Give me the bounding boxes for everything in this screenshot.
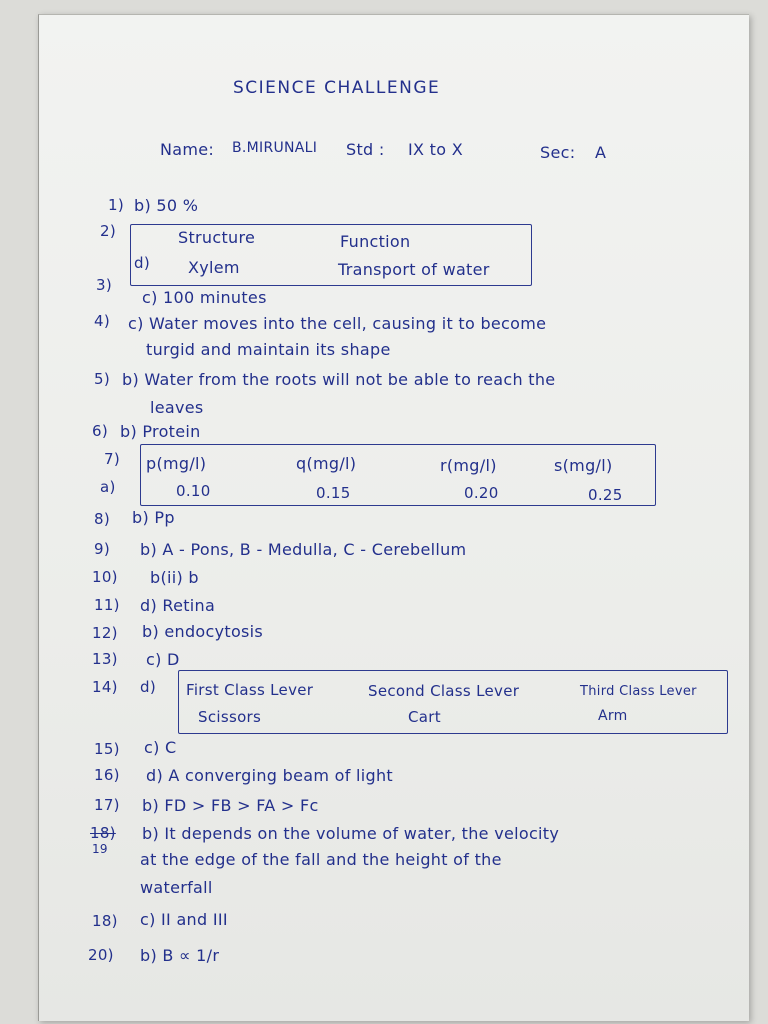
- table-cell: Xylem: [188, 258, 240, 277]
- answer-number: 2): [100, 222, 116, 240]
- table-header: First Class Lever: [186, 681, 314, 699]
- table-header: s(mg/l): [554, 456, 613, 475]
- sec-label: Sec:: [540, 143, 576, 162]
- answer-number: 15): [94, 740, 120, 758]
- answer-text: c) D: [146, 650, 180, 669]
- table-header: r(mg/l): [440, 456, 497, 475]
- table-header: Second Class Lever: [368, 682, 520, 700]
- table-cell: Transport of water: [338, 260, 490, 279]
- answer-number: 10): [92, 568, 118, 586]
- answer-choice: a): [100, 478, 116, 496]
- answer-text: d) Retina: [140, 596, 216, 615]
- answer-text: b) Pp: [132, 508, 175, 527]
- page-title: SCIENCE CHALLENGE: [233, 78, 441, 98]
- answer-text: c) C: [144, 738, 177, 757]
- answer-number: 11): [94, 596, 120, 614]
- answer-text-continued: turgid and maintain its shape: [146, 340, 391, 359]
- answer-text-continued: leaves: [150, 398, 204, 417]
- table-header: Third Class Lever: [580, 684, 697, 699]
- answer-number: 5): [94, 370, 110, 388]
- table-header: p(mg/l): [146, 454, 207, 473]
- sec-value: A: [595, 143, 607, 162]
- answer-number: 18): [90, 824, 116, 842]
- table-cell: 0.25: [588, 486, 623, 504]
- answer-text: b) FD > FB > FA > Fc: [142, 796, 319, 815]
- answer-text: b(ii) b: [150, 568, 199, 587]
- answer-number: 14): [92, 678, 118, 696]
- table-cell: Cart: [408, 708, 441, 726]
- table-cell: 0.10: [176, 482, 211, 500]
- name-label: Name:: [160, 140, 215, 159]
- answer-text-continued: waterfall: [140, 878, 213, 897]
- answer-number: 6): [92, 422, 108, 440]
- answer-text: b) A - Pons, B - Medulla, C - Cerebellum: [140, 540, 467, 559]
- answer-number-correction: 19: [92, 842, 108, 856]
- answer-choice: d): [140, 678, 156, 696]
- answer-text: b) endocytosis: [142, 622, 264, 641]
- answer-text: c) 100 minutes: [142, 288, 267, 307]
- answer-choice: d): [134, 254, 150, 272]
- answer-number: 7): [104, 450, 120, 468]
- answer-number: 4): [94, 312, 110, 330]
- answer-number: 1): [108, 196, 124, 214]
- answer-text: b) Protein: [120, 422, 201, 441]
- answer-number: 3): [96, 276, 112, 294]
- answer-text: b) B ∝ 1/r: [140, 946, 220, 965]
- table-cell: 0.20: [464, 484, 499, 502]
- answer-table: [140, 444, 656, 506]
- std-label: Std :: [346, 140, 385, 159]
- answer-text: d) A converging beam of light: [146, 766, 393, 785]
- answer-number: 9): [94, 540, 110, 558]
- answer-text: c) Water moves into the cell, causing it to become: [128, 314, 547, 333]
- answer-number: 12): [92, 624, 118, 642]
- std-value: IX to X: [408, 140, 463, 159]
- answer-text: b) Water from the roots will not be able to reach the: [122, 370, 556, 389]
- table-header: q(mg/l): [296, 454, 357, 473]
- answer-number: 16): [94, 766, 120, 784]
- answer-text: b) 50 %: [134, 196, 199, 215]
- answer-number: 13): [92, 650, 118, 668]
- table-header: Structure: [178, 228, 256, 247]
- answer-number: 8): [94, 510, 110, 528]
- student-name: B.MIRUNALI: [232, 140, 318, 156]
- table-cell: Arm: [598, 708, 628, 724]
- table-cell: 0.15: [316, 484, 351, 502]
- table-cell: Scissors: [198, 708, 262, 726]
- answer-text: c) II and III: [140, 910, 228, 929]
- answer-number: 17): [94, 796, 120, 814]
- answer-text-continued: at the edge of the fall and the height of the: [140, 850, 502, 869]
- answer-number: 20): [88, 946, 114, 964]
- table-header: Function: [340, 232, 411, 251]
- answer-number: 18): [92, 912, 118, 930]
- answer-text: b) It depends on the volume of water, the velocity: [142, 824, 560, 843]
